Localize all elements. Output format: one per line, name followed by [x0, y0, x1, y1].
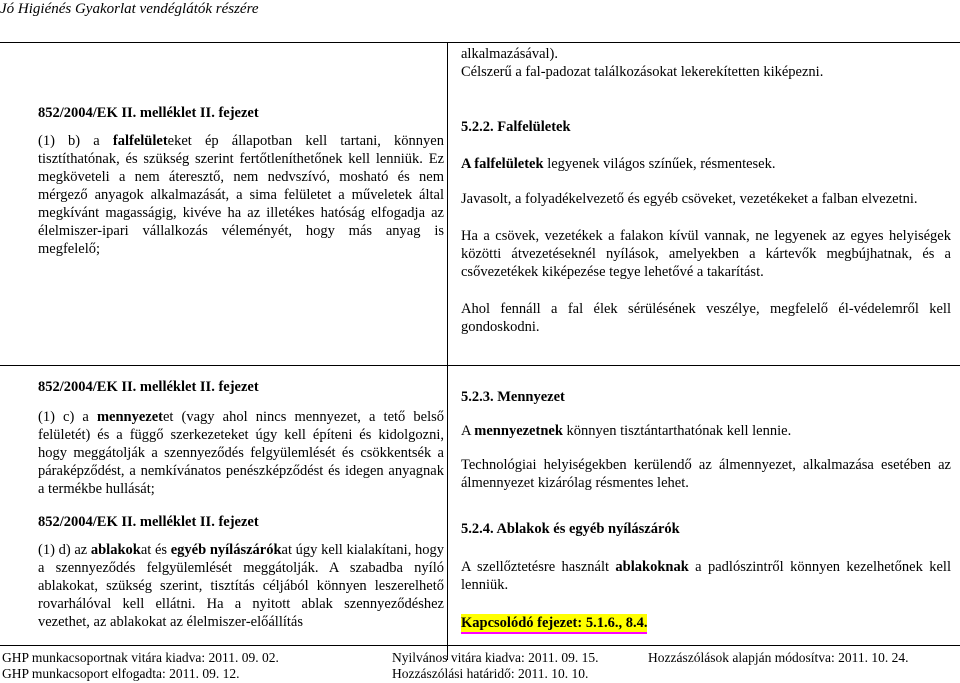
page-header-title: Jó Higiénés Gyakorlat vendéglátók részére: [0, 1, 259, 17]
section-paragraph: A szellőztetésre használt ablakoknak a padlószintről könnyen kezelhetőnek kell lenniük.: [461, 559, 951, 593]
section-paragraph: Technológiai helyiségekben kerülendő az álmennyezet, alkalmazása esetében az álmennyezet kizárólag résmentes lehet.: [461, 457, 951, 491]
section-heading: 5.2.2. Falfelületek: [461, 119, 571, 135]
footer-left: GHP munkacsoportnak vitára kiadva: 2011. 09. 02. GHP munkacsoport elfogadta: 2011. 09. 12.: [2, 650, 279, 681]
section-heading: 5.2.4. Ablakok és egyéb nyílászárók: [461, 521, 680, 537]
regulation-text: (1) b) a falfelületeket ép állapotban kell tartani, könnyen tisztíthatónak, és szükség szerint fertőtleníthetőnek kell lenniük. Ez megköveteli a nem áteresztő, nem nedvszívó, mosható és nem mérgező anyagok alkalmazását, a sima felületet a műveletek által megkívánt magasságig, kivéve ha az illetékes hatóság elfogadja az élelmiszer-ipari vállalkozás véleményét, hogy más anyag is megfelelő;: [38, 133, 444, 257]
section-5-2-4: [461, 520, 951, 634]
section-paragraph: Javasolt, a folyadékelvezető és egyéb csöveket, vezetékeket a falban elvezetni.: [461, 191, 918, 207]
section-heading: 5.2.3. Mennyezet: [461, 389, 565, 405]
regulation-ref: 852/2004/EK II. melléklet II. fejezet: [38, 514, 259, 530]
section-paragraph: Ahol fennáll a fal élek sérülésének veszélye, megfelelő él-védelemről kell gondoskodni.: [461, 301, 951, 335]
regulation-walls: [38, 104, 444, 258]
regulation-text: (1) c) a mennyezetet (vagy ahol nincs mennyezet, a tető belső felületét) és a függő szerkezeteket úgy kell építeni és kidolgozni, hogy meggátolják a szennyeződés felgyülemlését és csökkentsék a páraképződést, a nemkívánatos penészképződést és idegen anyagnak a termékbe hullását;: [38, 409, 444, 497]
footer-middle: Nyilvános vitára kiadva: 2011. 09. 15. Hozzászólási határidő: 2011. 10. 10.: [392, 650, 599, 681]
section-5-2-2: [461, 118, 951, 336]
regulation-ref: 852/2004/EK II. melléklet II. fejezet: [38, 105, 259, 121]
continuation-text: alkalmazásával). Célszerű a fal-padozat találkozásokat lekerekítetten kiképezni.: [461, 46, 824, 80]
regulation-ref: 852/2004/EK II. melléklet II. fejezet: [38, 379, 259, 395]
column-divider: [447, 42, 448, 660]
footer-right: Hozzászólások alapján módosítva: 2011. 10. 24.: [648, 650, 909, 665]
regulation-ceiling: [38, 378, 444, 498]
section-paragraph: Ha a csövek, vezetékek a falakon kívül vannak, ne legyenek az egyes helyiségek közötti átvezetéseknél nyílások, amelyekben a kártevők megbújhatnak, és a csővezetékek kiképezése tegye lehetővé a takarítást.: [461, 228, 951, 280]
regulation-windows: [38, 513, 444, 631]
table-middle-rule: [0, 365, 960, 366]
table-bottom-rule: [0, 645, 960, 646]
section-paragraph: A mennyezetnek könnyen tisztántarthatónak kell lennie.: [461, 423, 792, 439]
regulation-text: (1) d) az ablakokat és egyéb nyílászárókat úgy kell kialakítani, hogy a szennyeződés felgyülemlését meggátolják. A szabadba nyíló ablakokat, szükség szerint, tisztítás céljából könnyen leszerelhető rovarhálóval kell ellátni. Ha a nyitott ablak szennyeződéshez vezethet, az ablakokat az élelmiszer-előállítás: [38, 542, 444, 630]
section-5-2-3: [461, 388, 951, 492]
table-top-rule: [0, 42, 960, 43]
section-paragraph: A falfelületek legyenek világos színűek, résmentesek.: [461, 156, 776, 172]
related-chapter-link[interactable]: Kapcsolódó fejezet: 5.1.6., 8.4.: [461, 614, 647, 634]
